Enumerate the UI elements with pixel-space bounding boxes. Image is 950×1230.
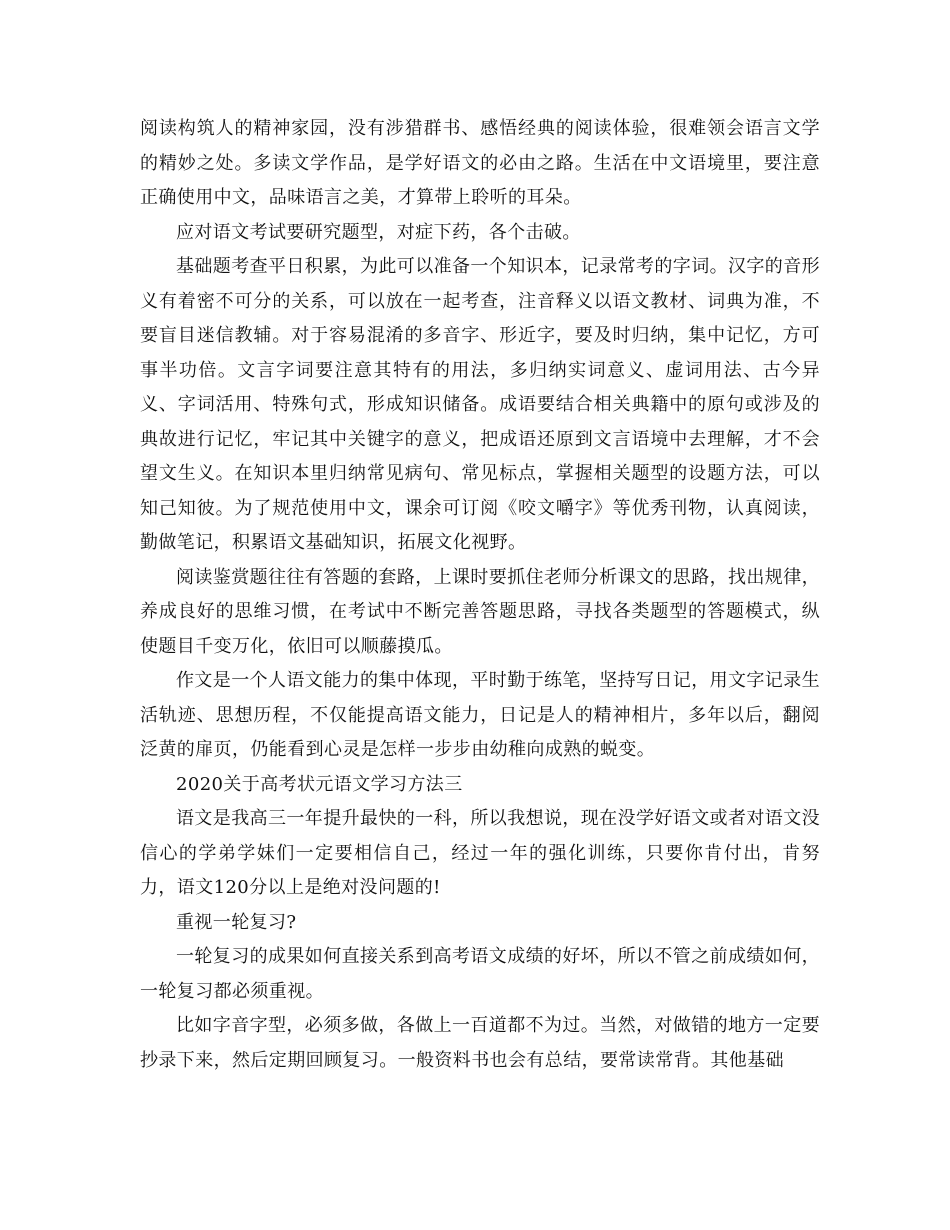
subheading-first-review: 重视一轮复习? xyxy=(176,911,297,933)
paragraph-reading-appreciation: 阅读鉴赏题往往有答题的套路，上课时要抓住老师分析课文的思路，找出规律，养成良好的思维习惯，在考试中不断完善答题思路，寻找各类题型的答题模式，纵使题目千变万化，依旧可以顺藤摸瓜。 xyxy=(140,566,820,657)
paragraph-senior-year: 语文是我高三一年提升最快的一科，所以我想说，现在没学好语文或者对语文没信心的学弟学妹们一定要相信自己，经过一年的强化训练，只要你肯付出，肯努力，语文120分以上是绝对没问题的! xyxy=(140,808,820,898)
document-body xyxy=(140,112,820,1078)
paragraph-basic-questions: 基础题考查平日积累，为此可以准备一个知识本，记录常考的字词。汉字的音形义有着密不可分的关系，可以放在一起考查，注音释义以语文教材、词典为准，不要盲目迷信教辅。对于容易混淆的多音字、形近字，要及时归纳，集中记忆，方可事半功倍。文言字词要注意其特有的用法，多归纳实词意义、虚词用法、古今异义、字词活用、特殊句式，形成知识储备。成语要结合相关典籍中的原句或涉及的典故进行记忆，牢记其中关键字的意义，把成语还原到文言语境中去理解，才不会望文生义。在知识本里归纳常见病句、常见标点，掌握相关题型的设题方法，可以知己知彼。为了规范使用中文，课余可订阅《咬文嚼字》等优秀刊物，认真阅读，勤做笔记，积累语文基础知识，拓展文化视野。 xyxy=(140,256,820,553)
paragraph-pronunciation-practice: 比如字音字型，必须多做，各做上一百道都不为过。当然，对做错的地方一定要抄录下来，然后定期回顾复习。一般资料书也会有总结，要常读常背。其他基础 xyxy=(140,1015,820,1071)
section-heading-method-three: 2020关于高考状元语文学习方法三 xyxy=(176,773,463,795)
paragraph-exam-strategy: 应对语文考试要研究题型，对症下药，各个击破。 xyxy=(176,221,581,243)
paragraph-reading-home: 阅读构筑人的精神家园，没有涉猎群书、感悟经典的阅读体验，很难领会语言文学的精妙之处。多读文学作品，是学好语文的必由之路。生活在中文语境里，要注意正确使用中文，品味语言之美，才算带上聆听的耳朵。 xyxy=(140,118,820,208)
paragraph-first-review: 一轮复习的成果如何直接关系到高考语文成绩的好坏，所以不管之前成绩如何，一轮复习都必须重视。 xyxy=(140,946,820,1002)
paragraph-composition: 作文是一个人语文能力的集中体现，平时勤于练笔，坚持写日记，用文字记录生活轨迹、思想历程，不仅能提高语文能力，日记是人的精神相片，多年以后，翻阅泛黄的扉页，仍能看到心灵是怎样一步步由幼稚向成熟的蜕变。 xyxy=(140,670,820,760)
